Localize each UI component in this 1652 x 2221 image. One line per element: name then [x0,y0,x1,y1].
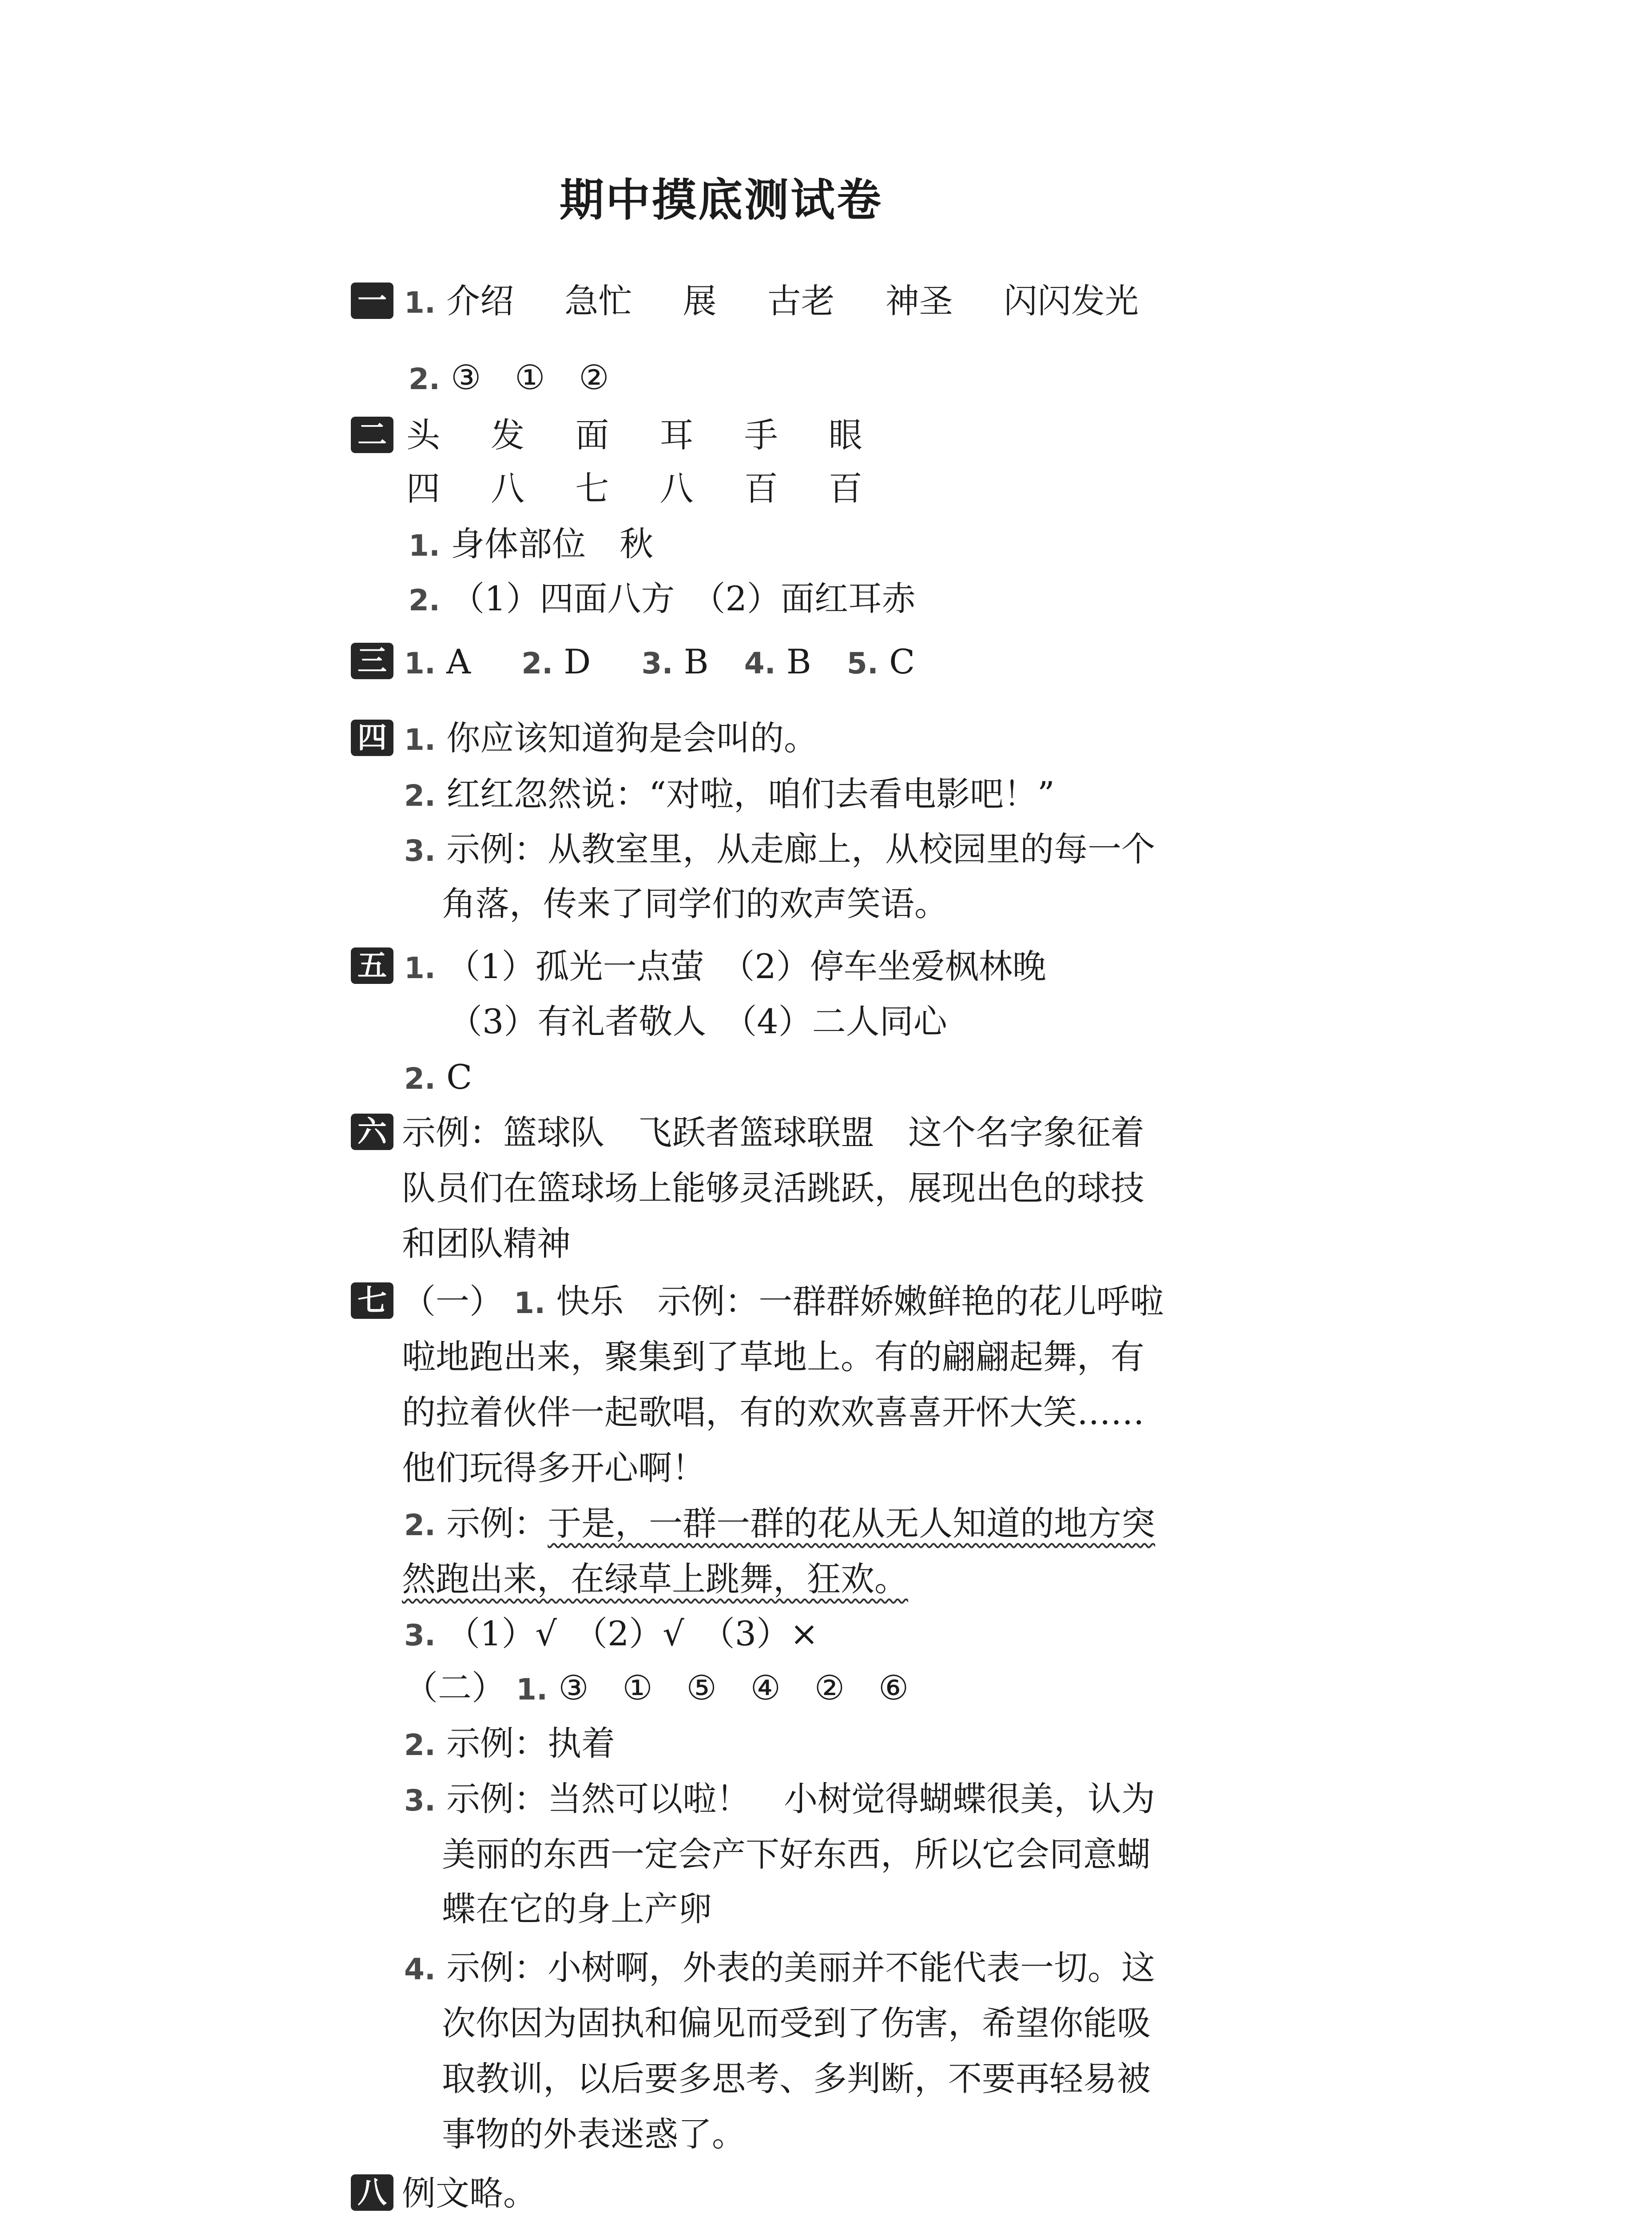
s5-q2-answer: C [446,1057,473,1097]
s2-char: 发 [491,415,525,455]
s2-q1-answer: 身体部位 秋 [451,524,654,564]
s4-q1-answer: 你应该知道狗是会叫的。 [446,718,818,758]
s1-q2-answer: ③ ① ② [451,358,609,397]
s1-word: 闪闪发光 [1004,281,1139,321]
s6-line3: 和团队精神 [402,1224,571,1263]
s7-part2-q3-line2: 美丽的东西一定会产下好东西，所以它会同意蝴 [442,1835,1151,1874]
s7-part2-line1 [404,1666,909,1712]
s5-line1 [404,944,1046,991]
s7-part2-q4-line2: 次你因为固执和偏见而受到了伤害，希望你能吸 [442,2003,1151,2043]
s7-part2-q3-answer: 示例：当然可以啦！ 小树觉得蝴蝶很美，认为 [446,1779,1156,1819]
s2-char: 百 [828,469,862,508]
s2-q1-number: 1. [409,529,440,563]
s1-q1-number: 1. [404,286,436,320]
s7-part1-q3-number: 3. [404,1618,436,1652]
s1-word: 介绍 [446,281,514,321]
s2-char: 八 [659,469,694,508]
s4-q3-number: 3. [404,834,436,868]
s7-part1-q1-answer: 快乐 示例：一群群娇嫩鲜艳的花儿呼啦 [556,1282,1164,1321]
s7-part1-line2: 啦地跑出来，聚集到了草地上。有的翩翩起舞，有 [402,1337,1144,1377]
s7-part1-line3: 的拉着伙伴一起歌唱，有的欢欢喜喜开怀大笑…… [402,1393,1144,1432]
s3-q3-number: 3. [641,646,673,681]
s7-part2-q3-line1 [404,1777,1155,1823]
s5-q2-number: 2. [404,1062,436,1096]
s3-line [404,640,915,686]
s2-char: 八 [491,469,525,508]
section-8-badge: 八 [351,2174,393,2211]
s7-part2-q2-number: 2. [404,1728,436,1762]
s4-q2-number: 2. [404,779,436,813]
s7-part2-q4-answer: 示例：小树啊，外表的美丽并不能代表一切。这 [446,1948,1156,1987]
s3-q5-number: 5. [846,646,878,681]
s2-char: 眼 [828,415,862,455]
s5-line1-cont: （3）有礼者敬人 （4）二人同心 [449,1002,947,1041]
page-title: 期中摸底测试卷 [560,174,883,226]
s7-part1-q2-cont-line [402,1557,908,1601]
s7-part2-q4-line1 [404,1946,1155,1992]
s1-line2 [409,355,609,402]
s2-row2 [406,466,862,511]
section-5-badge: 五 [351,947,393,984]
s3-q1-answer: A [446,642,471,681]
s7-part2-q3-number: 3. [404,1783,436,1818]
s7-part2-q4-number: 4. [404,1952,436,1986]
s5-q1-answer: （1）孤光一点萤 （2）停车坐爱枫林晚 [446,947,1046,986]
s4-q1-number: 1. [404,723,436,757]
section-6-badge: 六 [351,1114,393,1150]
section-7-badge: 七 [351,1282,393,1319]
s7-part1-q2-answer-cont: 然跑出来，在绿草上跳舞，狂欢。 [402,1559,908,1599]
s5-line2 [404,1055,472,1101]
s7-part2-q3-line3: 蝶在它的身上产卵 [442,1889,712,1929]
s2-char: 百 [744,469,778,508]
s7-part2-q4-line3: 取教训，以后要多思考、多判断，不要再轻易被 [442,2059,1151,2098]
s7-part2-q2-answer: 示例：执着 [446,1723,616,1763]
s3-q5-answer: C [889,642,915,681]
s2-char: 面 [575,415,609,455]
s7-part1-label: （一） [402,1282,503,1321]
s3-q1-number: 1. [404,646,436,681]
section-4-badge: 四 [351,720,393,756]
s2-char: 七 [575,469,609,508]
s2-row1 [406,413,862,458]
s7-part2-q4-line4: 事物的外表迷惑了。 [442,2114,746,2154]
s1-q2-number: 2. [409,362,440,396]
s7-part1-q2-label: 示例： [446,1504,548,1543]
s2-line2 [409,577,916,623]
s4-line3 [404,827,1155,873]
s1-word: 展 [683,281,717,321]
s4-line2 [404,772,1055,818]
s2-line1 [409,522,653,568]
s7-part2-q1-number: 1. [516,1672,548,1707]
s7-part2-q1-answer: ③ ① ⑤ ④ ② ⑥ [558,1668,909,1708]
s7-part1-q2-number: 2. [404,1508,436,1542]
s7-part2-q2 [404,1721,615,1767]
s3-q4-number: 4. [744,646,776,681]
s4-q2-answer: 红红忽然说：“对啦，咱们去看电影吧！” [446,774,1055,814]
s1-word: 急忙 [564,281,632,321]
s2-char: 手 [744,415,778,455]
s2-q2-answer: （1）四面八方 （2）面红耳赤 [451,579,916,618]
s2-q2-number: 2. [409,583,440,617]
s7-part1-line4: 他们玩得多开心啊！ [402,1448,706,1488]
section-2-badge: 二 [351,417,393,453]
section-3-badge: 三 [351,643,393,679]
s4-line3-cont: 角落，传来了同学们的欢声笑语。 [442,884,948,923]
s2-char: 四 [406,469,440,508]
s4-line1 [404,716,818,762]
s3-q2-answer: D [564,642,591,681]
s7-part1-q3 [404,1612,818,1658]
s7-part1-q3-answer: （1）√ （2）√ （3）× [446,1614,818,1653]
s6-line2: 队员们在篮球场上能够灵活跳跃，展现出色的球技 [402,1168,1144,1208]
s6-line1: 示例：篮球队 飞跃者篮球联盟 这个名字象征着 [402,1113,1144,1152]
s1-word: 神圣 [885,281,953,321]
s1-word: 古老 [767,281,835,321]
s3-q2-number: 2. [521,646,553,681]
s7-part1-q2 [404,1501,1155,1548]
s7-part2-label: （二） [404,1668,505,1708]
s3-q3-answer: B [683,642,709,681]
s3-q4-answer: B [786,642,811,681]
s1-line1 [404,279,1139,325]
s7-part1-q1-number: 1. [514,1286,546,1320]
s8-answer: 例文略。 [402,2173,537,2213]
s2-char: 头 [406,415,440,455]
s7-part1-line1 [402,1279,1164,1325]
s5-q1-number: 1. [404,951,436,985]
s2-char: 耳 [659,415,694,455]
section-1-badge: 一 [351,283,393,319]
s7-part1-q2-answer: 于是，一群一群的花从无人知道的地方突 [548,1504,1156,1543]
s4-q3-answer: 示例：从教室里，从走廊上，从校园里的每一个 [446,829,1156,869]
